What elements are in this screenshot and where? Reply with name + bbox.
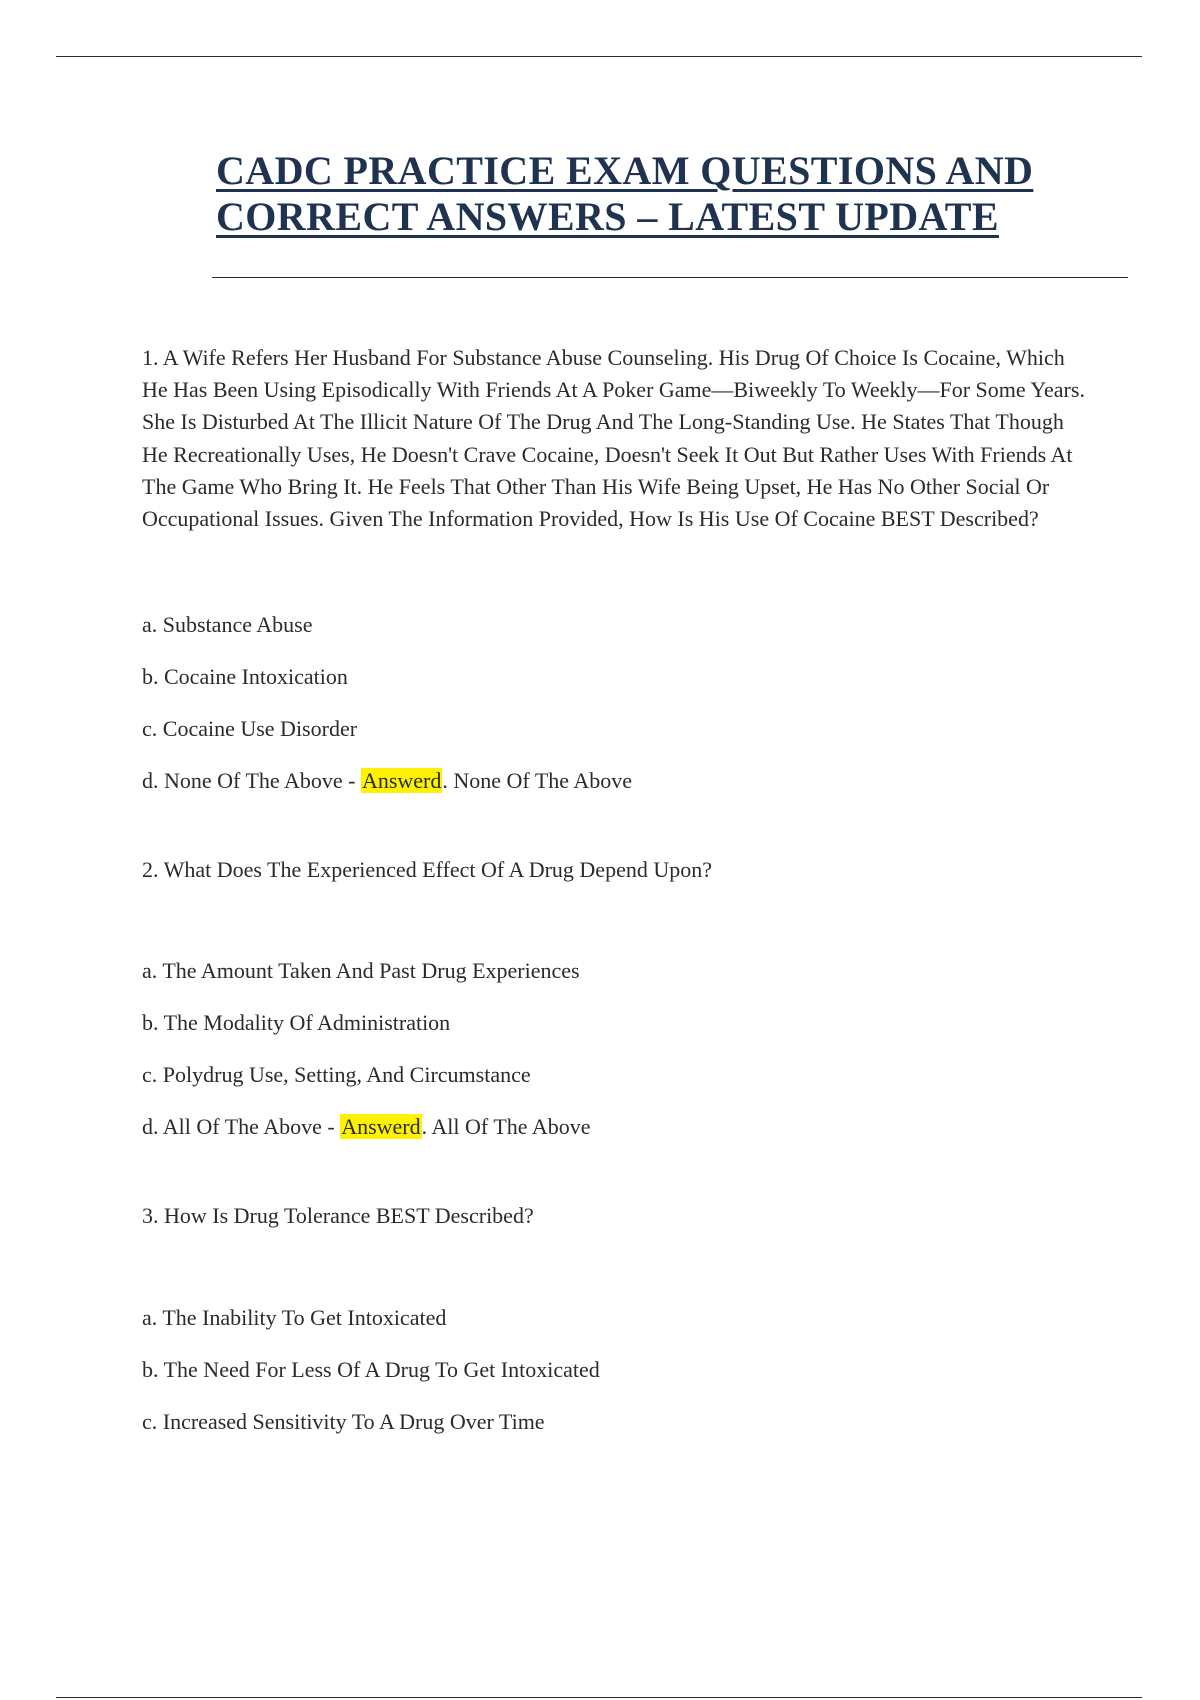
question-3-text: 3. How Is Drug Tolerance BEST Described? xyxy=(142,1203,534,1229)
question-2-option-b: b. The Modality Of Administration xyxy=(142,1010,451,1036)
answer-highlight: Answerd xyxy=(361,768,442,794)
question-2-text: 2. What Does The Experienced Effect Of A Drug Depend Upon? xyxy=(142,857,712,883)
question-block-3 xyxy=(142,1200,1092,1434)
question-3-option-a: a. The Inability To Get Intoxicated xyxy=(142,1304,447,1330)
answer-highlight: Answerd xyxy=(341,1114,421,1140)
document-title xyxy=(216,148,1116,240)
question-block-1 xyxy=(142,342,1092,794)
question-block-2 xyxy=(142,854,1092,1140)
bottom-rule xyxy=(56,1697,1142,1698)
question-2-option-c: c. Polydrug Use, Setting, And Circumstance xyxy=(142,1062,531,1088)
title-line-1: CADC PRACTICE EXAM QUESTIONS AND xyxy=(216,148,1034,193)
title-divider xyxy=(212,277,1128,278)
top-rule xyxy=(56,56,1142,57)
question-3-option-c: c. Increased Sensitivity To A Drug Over Time xyxy=(142,1408,545,1434)
option-d-label: d. None Of The Above - xyxy=(142,768,361,794)
title-line-2: CORRECT ANSWERS – LATEST UPDATE xyxy=(216,194,999,239)
answer-text: . None Of The Above xyxy=(442,768,632,794)
question-3-option-b: b. The Need For Less Of A Drug To Get Intoxicated xyxy=(142,1356,600,1382)
question-2-option-a: a. The Amount Taken And Past Drug Experiences xyxy=(142,958,580,984)
question-1-option-c: c. Cocaine Use Disorder xyxy=(142,716,358,742)
option-d-label: d. All Of The Above - xyxy=(142,1114,341,1140)
document-body xyxy=(142,342,1092,1461)
question-1-option-d xyxy=(142,768,1092,794)
answer-text: . All Of The Above xyxy=(421,1114,591,1140)
question-1-option-a: a. Substance Abuse xyxy=(142,612,313,638)
question-1-option-b: b. Cocaine Intoxication xyxy=(142,664,348,690)
question-1-text: 1. A Wife Refers Her Husband For Substance Abuse Counseling. His Drug Of Choice Is Cocaine, Which He Has Been Using Episodically With Friends At A Poker Game—Biweekly To Weekly—For Some Years. She Is Disturbed At The Illicit Nature Of The Drug And The Long-Standing Use. He States That Though He Recreationally Uses, He Doesn't Crave Cocaine, Doesn't Seek It Out But Rather Uses With Friends At The Game Who Bring It. He Feels That Other Than His Wife Being Upset, He Has No Other Social Or Occupational Issues. Given The Information Provided, How Is His Use Of Cocaine BEST Described? xyxy=(142,345,1085,532)
question-2-option-d xyxy=(142,1114,1092,1140)
